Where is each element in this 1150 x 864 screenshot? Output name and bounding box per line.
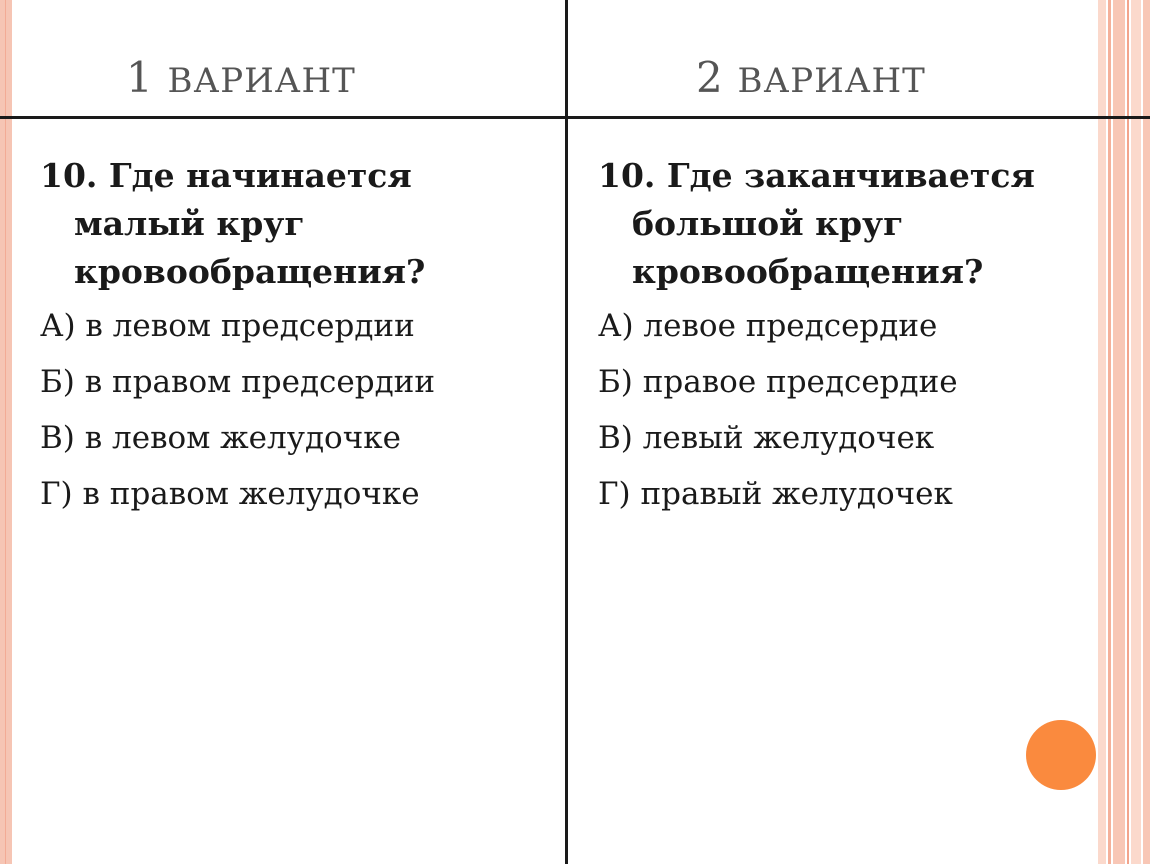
variant1-options	[40, 298, 550, 522]
variant2-option-a: А) левое предсердие	[598, 308, 938, 344]
right-decorative-stripes	[1098, 0, 1150, 864]
column-divider	[565, 0, 568, 864]
variant2-title	[696, 48, 926, 108]
variant1-option-d: Г) в правом желудочке	[40, 476, 420, 512]
variant2-option-b: Б) правое предсердие	[598, 364, 958, 400]
right-stripe-1	[1098, 0, 1106, 864]
variant1-title-word: ВАРИАНТ	[167, 61, 356, 101]
right-stripe-4	[1127, 0, 1129, 864]
variant1-title	[126, 48, 356, 108]
left-decorative-stripe	[0, 0, 12, 864]
orange-circle-decoration	[1026, 720, 1096, 790]
variant2-options	[598, 298, 1058, 522]
variant2-title-number: 2	[696, 53, 724, 102]
variant1-title-number: 1	[126, 53, 154, 102]
variant1-option-c: В) в левом желудочке	[40, 420, 401, 456]
variant1-option-a: А) в левом предсердии	[40, 308, 415, 344]
right-stripe-6	[1143, 0, 1150, 864]
variant2-question: 10. Где заканчивается большой круг кровообращения?	[598, 156, 1035, 291]
left-stripe-line	[5, 0, 6, 864]
variant2-title-word: ВАРИАНТ	[737, 61, 926, 101]
right-stripe-2	[1108, 0, 1111, 864]
right-stripe-3	[1113, 0, 1125, 864]
variant1-question: 10. Где начинается малый круг кровообращения?	[40, 156, 426, 291]
variant1-option-b: Б) в правом предсердии	[40, 364, 436, 400]
variant2-option-c: В) левый желудочек	[598, 420, 935, 456]
header-divider	[0, 116, 1150, 119]
right-stripe-5	[1131, 0, 1141, 864]
variant2-option-d: Г) правый желудочек	[598, 476, 953, 512]
